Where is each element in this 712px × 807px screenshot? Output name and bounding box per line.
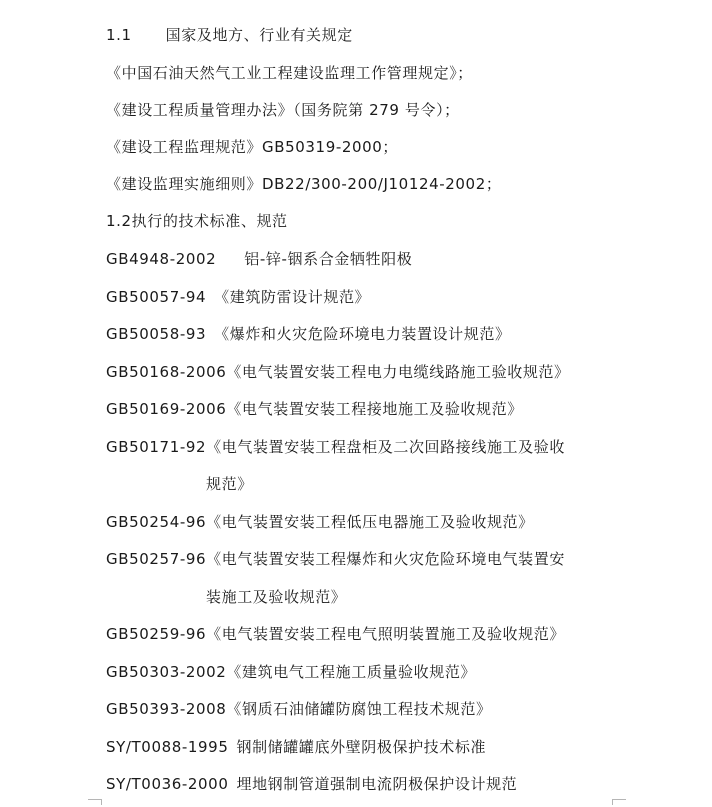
standard-title: 《建筑防雷设计规范》 — [214, 288, 371, 306]
standard-code: GB50171-92 — [106, 438, 207, 456]
standard-code: GB50259-96 — [106, 625, 207, 643]
regulation-item: 《建设工程监理规范》GB50319-2000； — [106, 138, 399, 156]
section-heading-1-1 — [106, 25, 353, 45]
standard-title: 钢制储罐罐底外壁阴极保护技术标准 — [236, 738, 487, 756]
page-margin-corner-mark-right — [612, 799, 626, 805]
section-number: 1.1 — [106, 26, 132, 44]
standard-title: 《钢质石油储罐防腐蚀工程技术规范》 — [226, 700, 492, 718]
standard-code: GB50393-2008 — [106, 700, 227, 718]
standard-code: GB50057-94 — [106, 288, 207, 306]
standard-code: GB50254-96 — [106, 513, 207, 531]
standard-item — [106, 362, 570, 382]
standard-title: 《电气装置安装工程盘柜及二次回路接线施工及验收 — [206, 438, 565, 456]
standard-item — [106, 774, 517, 794]
standard-item — [106, 699, 492, 719]
regulation-item: 《建设工程质量管理办法》（国务院第 279 号令）； — [106, 101, 460, 119]
standard-title: 《爆炸和火灾危险环境电力装置设计规范》 — [214, 325, 511, 343]
standard-code: SY/T0088-1995 — [106, 738, 229, 756]
standard-code: GB50058-93 — [106, 325, 207, 343]
standard-code: GB4948-2002 — [106, 250, 217, 268]
standard-item — [106, 662, 476, 682]
standard-title-continuation: 装施工及验收规范》 — [206, 588, 347, 606]
page-margin-corner-mark-left — [88, 799, 102, 805]
standard-title: 《电气装置安装工程爆炸和火灾危险环境电气装置安 — [206, 550, 565, 568]
standard-title: 《电气装置安装工程低压电器施工及验收规范》 — [206, 513, 534, 531]
standard-item — [106, 437, 565, 457]
standard-item — [106, 624, 565, 644]
standard-item — [106, 549, 565, 569]
section-title: 国家及地方、行业有关规定 — [165, 26, 353, 44]
standard-title: 《建筑电气工程施工质量验收规范》 — [226, 663, 477, 681]
section-heading-1-2: 1.2执行的技术标准、规范 — [106, 212, 288, 230]
standard-code: GB50169-2006 — [106, 400, 227, 418]
regulation-item: 《中国石油天然气工业工程建设监理工作管理规定》； — [106, 64, 473, 82]
standard-item — [106, 249, 412, 269]
standard-title: 《电气装置安装工程接地施工及验收规范》 — [226, 400, 523, 418]
standard-item — [106, 324, 511, 344]
standard-title: 铝-锌-铟系合金牺牲阳极 — [244, 250, 413, 268]
standard-code: GB50303-2002 — [106, 663, 227, 681]
standard-title-continuation: 规范》 — [206, 475, 253, 493]
standard-code: GB50257-96 — [106, 550, 207, 568]
regulation-item: 《建设监理实施细则》DB22/300-200/J10124-2002； — [106, 175, 502, 193]
standard-item — [106, 737, 486, 757]
standard-item — [106, 399, 523, 419]
standard-title: 埋地钢制管道强制电流阴极保护设计规范 — [236, 775, 518, 793]
standard-item — [106, 512, 534, 532]
standard-title: 《电气装置安装工程电气照明装置施工及验收规范》 — [206, 625, 565, 643]
standard-item — [106, 287, 370, 307]
standard-title: 《电气装置安装工程电力电缆线路施工验收规范》 — [226, 363, 570, 381]
standard-code: SY/T0036-2000 — [106, 775, 229, 793]
standard-code: GB50168-2006 — [106, 363, 227, 381]
